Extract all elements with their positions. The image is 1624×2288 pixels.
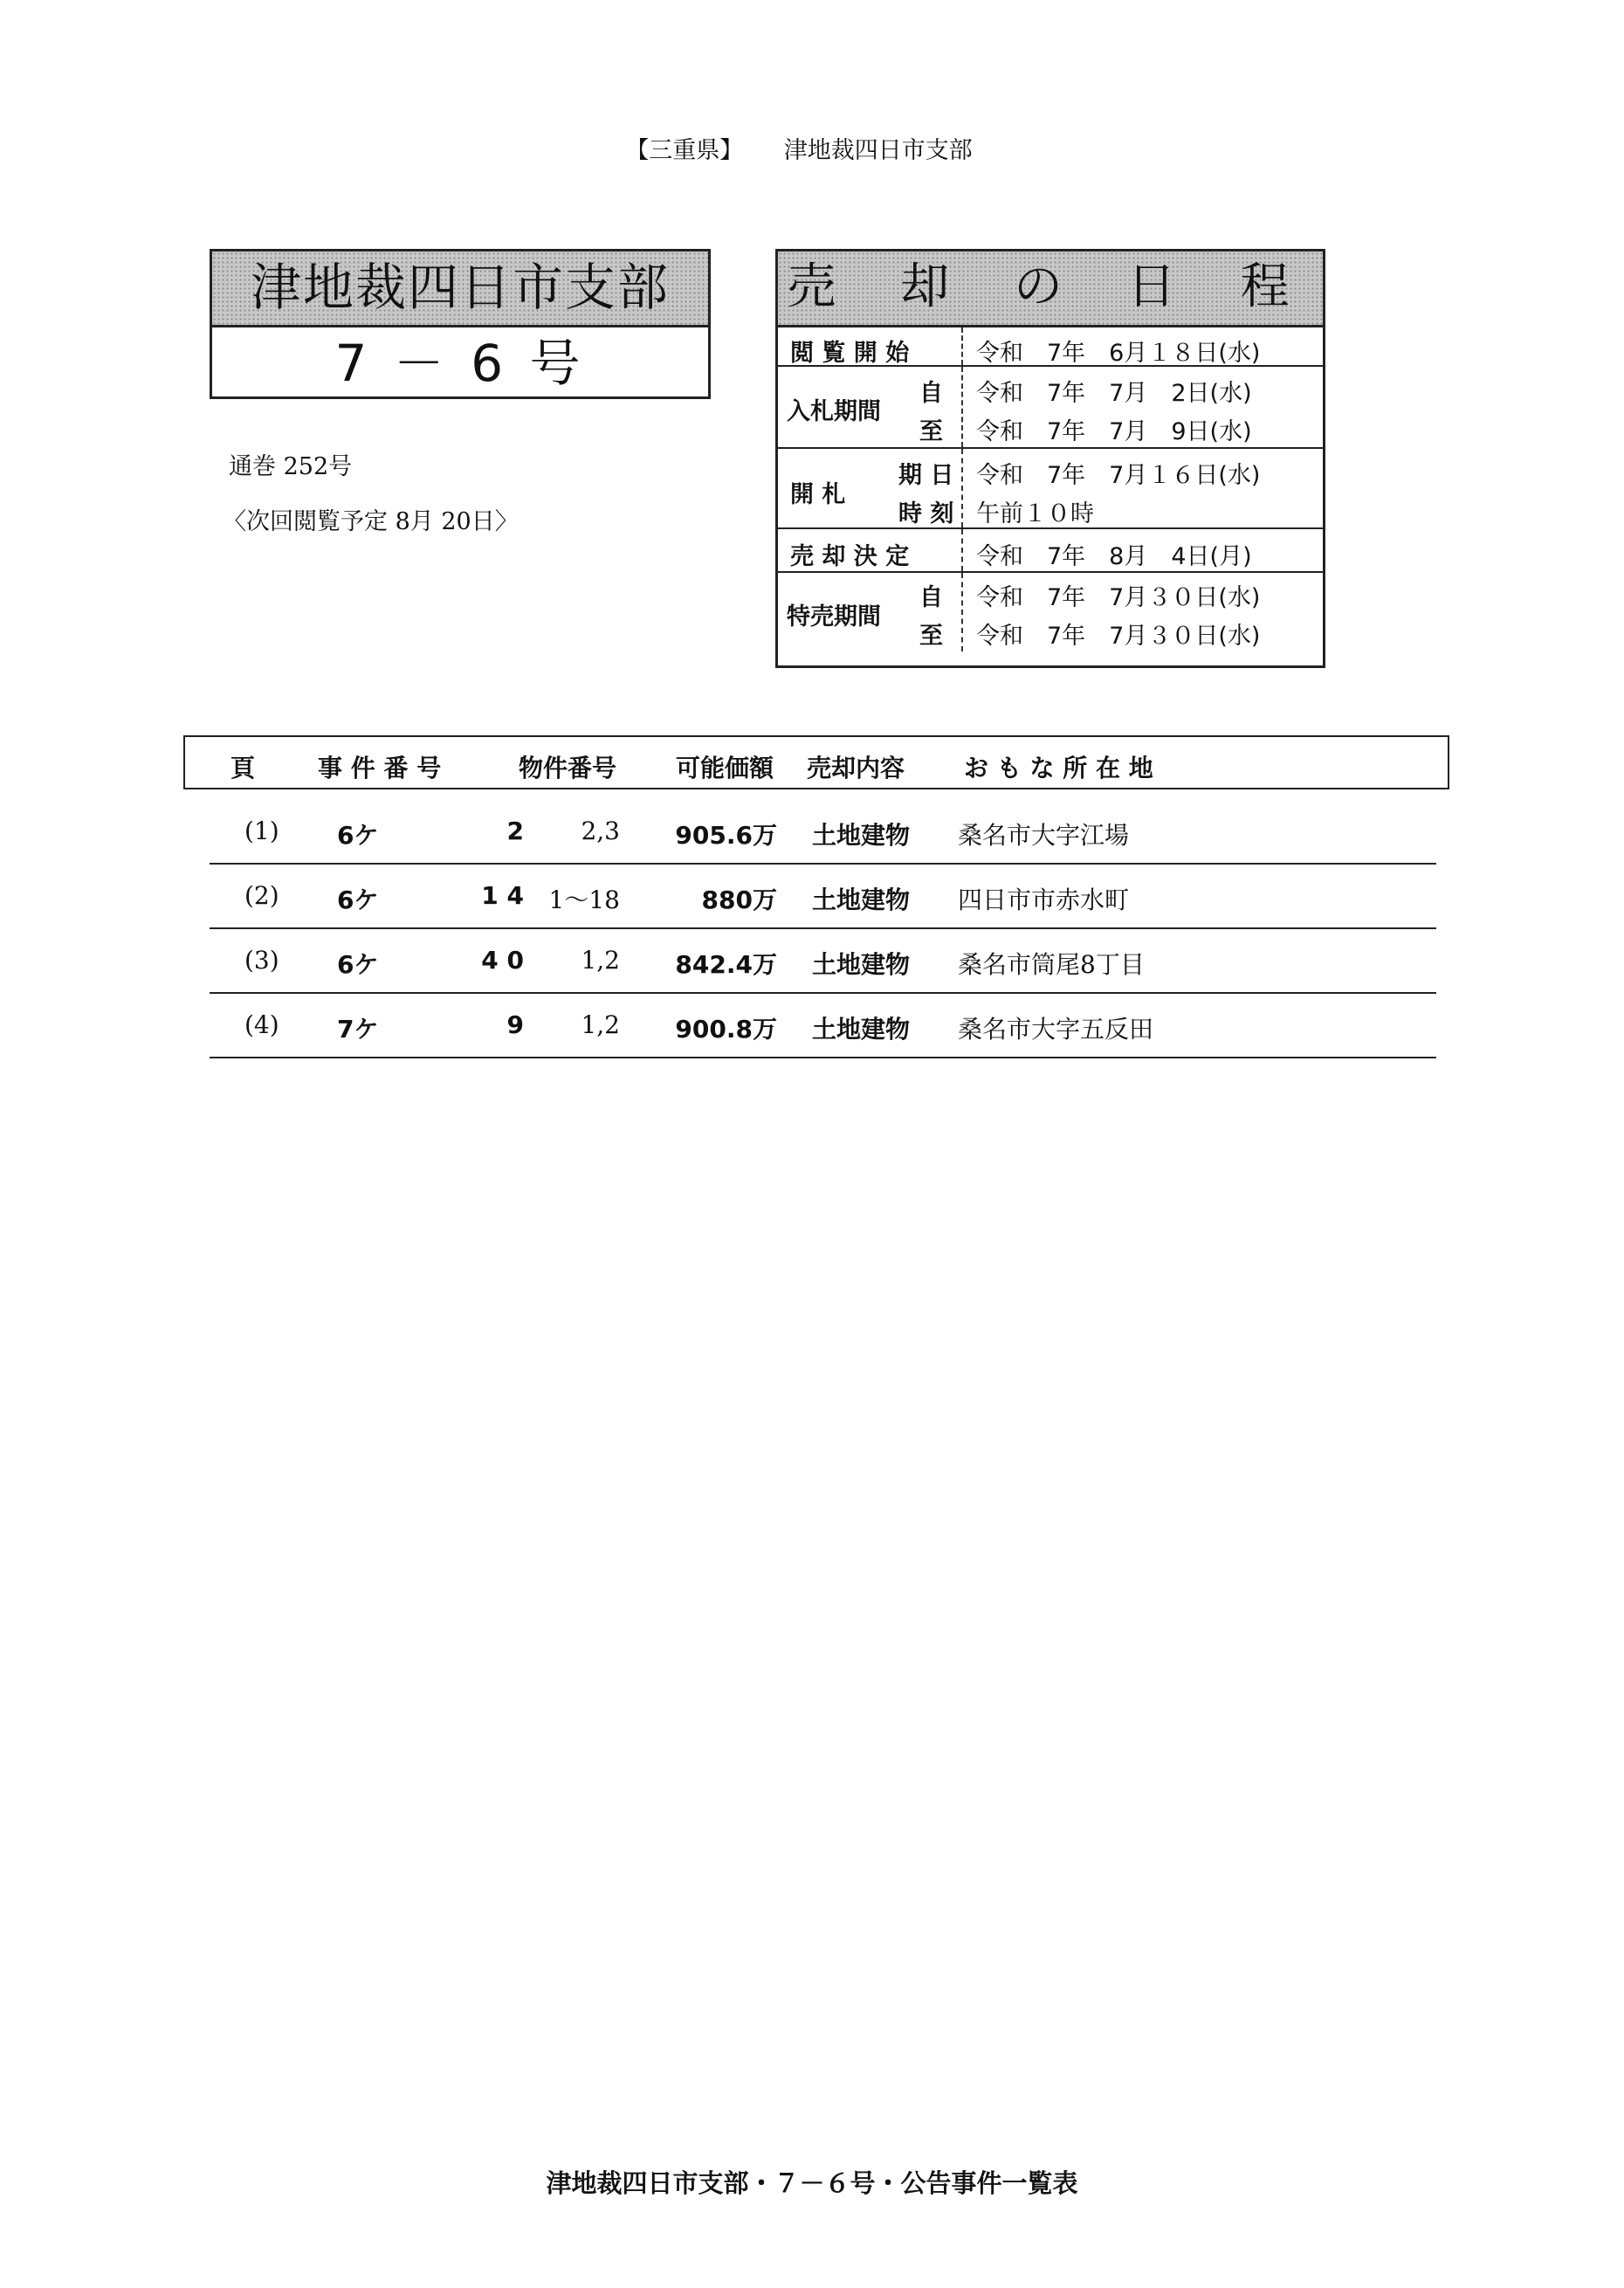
header-property-number: 物件番号 [519, 754, 617, 782]
table-row [210, 927, 1436, 994]
table-row [210, 863, 1436, 929]
table-row [210, 992, 1436, 1058]
volume-number: 通巻 252号 [229, 453, 353, 480]
schedule-row-bidding [778, 367, 1323, 449]
schedule-row-viewing [778, 327, 1323, 367]
row-price: 880万 [701, 886, 777, 914]
row-page: (3) [244, 946, 279, 975]
title-box [210, 249, 711, 399]
schedule-value: 令和 7年 6月１８日(水) [961, 327, 1323, 365]
row-case-number: 4 0 [481, 946, 524, 975]
table-row [210, 798, 1436, 865]
row-page: (1) [244, 817, 279, 845]
row-case-prefix: 6ケ [337, 950, 379, 979]
sale-schedule-box [775, 249, 1325, 668]
row-case-number: 2 [506, 817, 524, 845]
row-location: 桑名市大字江場 [958, 821, 1130, 850]
row-property-number: 1,2 [581, 946, 620, 975]
row-price: 842.4万 [675, 950, 777, 979]
schedule-value: 令和 7年 8月 4日(月) [961, 529, 1323, 571]
row-case-prefix: 6ケ [337, 886, 379, 914]
header-price: 可能価額 [676, 754, 774, 782]
header-location: お も な 所 在 地 [964, 754, 1153, 782]
row-case-number: 1 4 [481, 881, 524, 910]
row-property-number: 1,2 [581, 1010, 620, 1039]
court-label: 津地裁四日市支部 [783, 137, 973, 164]
schedule-label: 入札期間 自 至 [787, 380, 943, 445]
schedule-label: 特売期間 自 至 [787, 584, 943, 650]
schedule-value: 令和 7年 7月 2日(水) 令和 7年 7月 9日(水) [961, 367, 1323, 447]
header-sale-content: 売却内容 [807, 754, 905, 782]
schedule-value: 令和 7年 7月３０日(水) 令和 7年 7月３０日(水) [961, 573, 1323, 651]
row-price: 900.8万 [675, 1015, 777, 1044]
row-price: 905.6万 [675, 821, 777, 850]
page-header [0, 131, 1624, 165]
schedule-row-decision [778, 529, 1323, 573]
row-sale-content: 土地建物 [812, 821, 911, 850]
row-case-number: 9 [506, 1010, 524, 1039]
row-case-prefix: 6ケ [337, 821, 379, 850]
title-issue-number: 7 － 6 号 [334, 334, 586, 393]
listing-header [183, 735, 1449, 789]
schedule-title: 売 却 の 日 程 [778, 252, 1323, 327]
row-sale-content: 土地建物 [812, 886, 911, 914]
schedule-row-opening [778, 449, 1323, 529]
row-sale-content: 土地建物 [812, 1015, 911, 1044]
schedule-label: 開 札 期 日 時 刻 [790, 462, 954, 527]
schedule-row-special-sale [778, 573, 1323, 651]
row-sale-content: 土地建物 [812, 950, 911, 979]
row-property-number: 1～18 [548, 886, 620, 914]
row-location: 四日市市赤水町 [958, 886, 1130, 914]
row-page: (4) [244, 1010, 279, 1039]
row-property-number: 2,3 [581, 817, 620, 845]
schedule-value: 令和 7年 7月１６日(水) 午前１０時 [961, 449, 1323, 527]
prefecture-label: 【三重県】 [625, 137, 744, 164]
title-court: 津地裁四日市支部 [212, 252, 708, 327]
header-page: 頁 [231, 754, 256, 782]
row-location: 桑名市筒尾8丁目 [958, 950, 1145, 979]
schedule-label: 売 却 決 定 [790, 543, 910, 570]
schedule-label: 閲 覧 開 始 [790, 340, 910, 367]
next-viewing-date: 〈次回閲覧予定 8月 20日〉 [223, 508, 519, 535]
header-case-number: 事 件 番 号 [318, 754, 442, 782]
page-footer: 津地裁四日市支部・７－６号・公告事件一覧表 [546, 2168, 1078, 2198]
row-case-prefix: 7ケ [337, 1015, 379, 1044]
row-page: (2) [244, 881, 279, 910]
row-location: 桑名市大字五反田 [958, 1015, 1154, 1044]
